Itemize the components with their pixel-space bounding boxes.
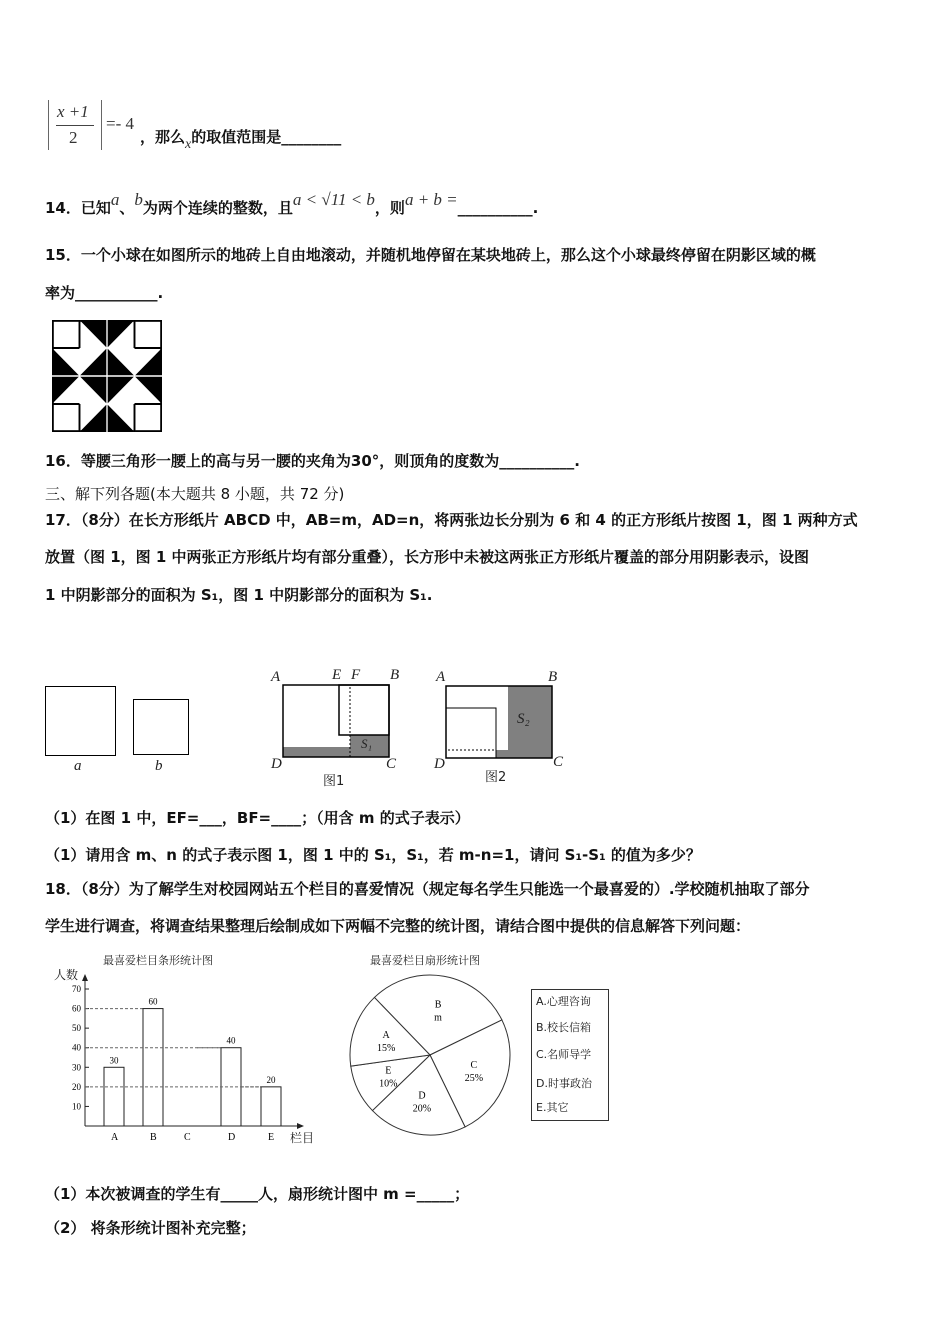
fraction-denominator: 2: [69, 128, 78, 147]
label-b: b: [155, 758, 163, 774]
q14-text2: ，则: [374, 199, 405, 217]
bar-chart-title: 最喜爱栏目条形统计图: [103, 954, 213, 967]
legend-item-b: B.校长信箱: [536, 1021, 592, 1034]
x-tick-label: A: [111, 1132, 119, 1143]
pie-value-C: 25%: [464, 1073, 484, 1085]
q17-line2: 放置（图 1，图 1 中两张正方形纸片均有部分重叠），长方形中未被这两张正方形纸片覆盖的部分用阴影表示，设图: [45, 548, 810, 566]
fig1-label-D: D: [271, 756, 282, 772]
q18-line2: 学生进行调查，将调查结果整理后绘制成如下两幅不完整的统计图，请结合图中提供的信息解答下列问题：: [45, 917, 751, 935]
q14-blank: __________.: [457, 199, 539, 217]
bar-E: [261, 1087, 281, 1126]
pie-value-B: m: [434, 1012, 442, 1024]
x-tick-label: E: [268, 1132, 275, 1143]
y-tick-label: 30: [72, 1062, 81, 1073]
y-axis-arrow: [82, 974, 88, 981]
y-tick-label: 70: [72, 984, 81, 994]
fig2-label-C: C: [553, 754, 564, 770]
q14-prefix: 14．已知: [45, 199, 111, 217]
bar-chart: [0, 0, 320, 1150]
bar-value-label: 60: [148, 996, 158, 1007]
bar-chart-ylabel: 人数: [54, 968, 79, 982]
q18-line1: 18．（8分）为了解学生对校园网站五个栏目的喜爱情况（规定每名学生只能选一个最喜爱的）.学校随机抽取了部分: [45, 880, 810, 898]
q15-line2: 率为___________.: [45, 284, 164, 302]
pie-label-B: B: [434, 999, 442, 1011]
fig1-label-A: A: [271, 669, 281, 685]
fig1-label-E: E: [332, 667, 342, 683]
fig1-label-F: F: [351, 667, 361, 683]
bar-B: [143, 1009, 163, 1126]
q13-text2: 的取值范围是________: [191, 128, 342, 146]
shaded-region-s2: [508, 686, 552, 758]
fig2-label-S2: S₂: [517, 711, 530, 727]
q17-sub1: （1）在图 1 中，EF=___，BF=____；（用含 m 的式子表示）: [45, 809, 470, 827]
q14-b: b: [134, 190, 143, 209]
pie-label-C: C: [470, 1060, 478, 1072]
q18-sub2: （2） 将条形统计图补充完整；: [45, 1219, 256, 1237]
x-axis-arrow: [297, 1123, 304, 1129]
equals-value: =- 4: [106, 114, 134, 133]
q14-a: a: [110, 190, 120, 209]
y-tick-label: 50: [72, 1023, 81, 1034]
fig2-label-A: A: [436, 669, 446, 685]
legend-item-a: A.心理咨询: [536, 995, 591, 1008]
pie-chart-title: 最喜爱栏目扇形统计图: [370, 954, 480, 967]
q13-var: x: [185, 137, 192, 152]
q15-line1: 15．一个小球在如图所示的地砖上自由地滚动，并随机地停留在某块地砖上，那么这个小球最终停留在阴影区域的概: [45, 246, 816, 264]
pie-value-E: 10%: [379, 1078, 398, 1090]
pie-value-D: 20%: [412, 1103, 432, 1115]
q14-inequality: a < √11 < b: [292, 190, 375, 209]
y-tick-label: 40: [72, 1042, 81, 1053]
q14-text1: 为两个连续的整数，且: [142, 199, 293, 217]
q18-sub1: （1）本次被调查的学生有_____人，扇形统计图中 m =_____；: [45, 1185, 470, 1203]
bar-chart-xlabel: 栏目: [290, 1131, 315, 1145]
label-a: a: [74, 758, 82, 774]
bar-value-label: 30: [109, 1055, 119, 1066]
pie-value-A: 15%: [376, 1042, 396, 1054]
q13-text1: ，那么: [140, 128, 186, 146]
bar-A: [104, 1067, 124, 1126]
question-16: 16．等腰三角形一腰上的高与另一腰的夹角为30°，则顶角的度数为__________.: [45, 452, 580, 470]
x-tick-label: C: [184, 1132, 191, 1143]
pie-legend: [531, 989, 609, 1121]
pie-label-D: D: [418, 1090, 426, 1102]
bar-value-label: 40: [226, 1035, 236, 1046]
pie-label-A: A: [382, 1029, 390, 1041]
fig1-label-S1: S₁: [361, 736, 373, 751]
section-3-title: 三、解下列各题(本大题共 8 小题，共 72 分): [45, 485, 345, 503]
pie-chart: [340, 965, 520, 1145]
bar-value-label: 20: [266, 1074, 276, 1085]
fig2-caption: 图2: [485, 770, 507, 785]
pie-label-E: E: [385, 1065, 392, 1077]
legend-item-c: C.名师导学: [536, 1048, 592, 1061]
fig1-label-C: C: [386, 756, 397, 772]
y-tick-label: 10: [72, 1101, 81, 1112]
x-tick-label: B: [150, 1132, 157, 1143]
fig1-label-B: B: [390, 667, 400, 683]
q14-sep: 、: [119, 199, 135, 217]
x-tick-label: D: [228, 1132, 236, 1143]
fig2-label-D: D: [434, 756, 445, 772]
legend-item-d: D.时事政治: [536, 1077, 592, 1090]
fraction-numerator: x +1: [57, 102, 89, 121]
y-tick-label: 20: [72, 1081, 81, 1092]
q17-line1: 17．（8分）在长方形纸片 ABCD 中，AB=m，AD=n，将两张边长分别为 6 和 4 的正方形纸片按图 1，图 1 两种方式: [45, 511, 858, 529]
q14-sum: a + b =: [404, 190, 458, 209]
fig1-caption: 图1: [323, 774, 345, 789]
y-tick-label: 60: [72, 1003, 81, 1014]
q17-line3: 1 中阴影部分的面积为 S₁，图 1 中阴影部分的面积为 S₁.: [45, 586, 433, 604]
q17-sub2: （1）请用含 m、n 的式子表示图 1，图 1 中的 S₁，S₁，若 m-n=1，请问 S₁-S₁ 的值为多少？: [45, 846, 701, 864]
legend-item-e: E.其它: [536, 1101, 569, 1114]
figure-2: [443, 683, 558, 763]
fig2-label-B: B: [548, 669, 558, 685]
